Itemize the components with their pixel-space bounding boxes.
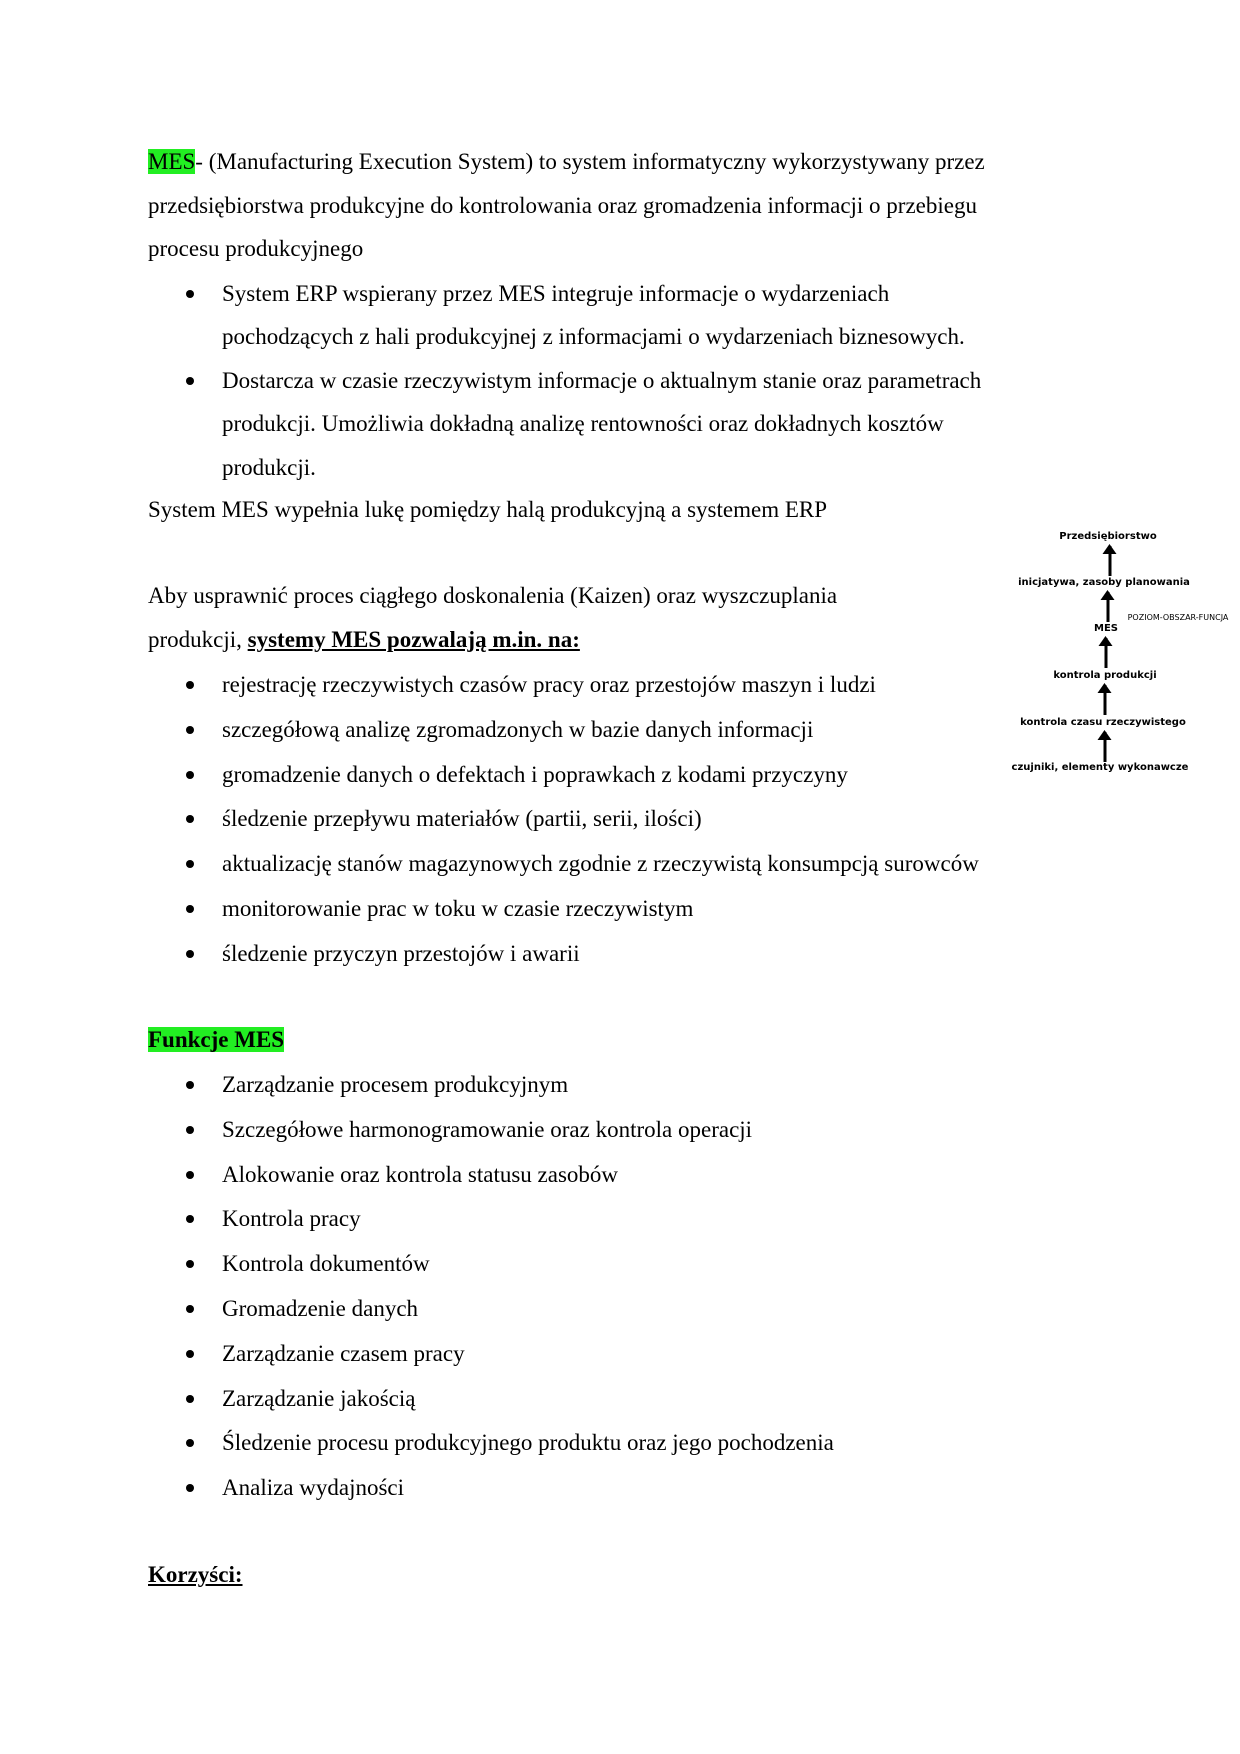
bullet-icon (186, 1484, 194, 1492)
bullet-icon (186, 1350, 194, 1358)
bullet-text: Dostarcza w czasie rzeczywistym informacje o aktualnym stanie oraz parametrach (222, 368, 982, 393)
list-item: Kontrola dokumentów (222, 1251, 430, 1277)
bullet-icon (186, 1215, 194, 1223)
bullet-icon (186, 1439, 194, 1447)
diagram-level: kontrola produkcji (1053, 670, 1157, 681)
kaizen-text-part: produkcji, (148, 627, 248, 652)
bullet-icon (186, 1260, 194, 1268)
list-item: Zarządzanie czasem pracy (222, 1340, 465, 1366)
functions-heading (148, 1026, 284, 1054)
list-item: Analiza wydajności (222, 1475, 405, 1501)
bullet-icon (186, 771, 194, 779)
bullet-icon (186, 950, 194, 958)
bullet-icon (186, 290, 194, 298)
bullet-icon (186, 905, 194, 913)
arrow-up-icon (1104, 732, 1107, 762)
list-item: gromadzenie danych o defektach i poprawkach z kodami przyczyny (222, 761, 848, 787)
bullet-text: produkcji. (222, 455, 316, 480)
diagram-level: czujniki, elementy wykonawcze (1011, 762, 1189, 773)
list-item: szczegółową analizę zgromadzonych w bazie danych informacji (222, 716, 814, 742)
list-item: Kontrola pracy (222, 1206, 361, 1232)
intro-line: procesu produkcyjnego (148, 236, 364, 261)
list-item: Szczegółowe harmonogramowanie oraz kontrola operacji (222, 1116, 753, 1142)
benefits-heading: Korzyści: (148, 1562, 243, 1587)
bullet-icon (186, 1305, 194, 1313)
bullet-icon (186, 1081, 194, 1089)
bullet-text: produkcji. Umożliwia dokładną analizę rentowności oraz dokładnych kosztów (222, 411, 944, 436)
kaizen-text (148, 626, 580, 654)
list-item: aktualizację stanów magazynowych zgodnie z rzeczywistą konsumpcją surowców (222, 851, 979, 877)
list-item: monitorowanie prac w toku w czasie rzeczywistym (222, 896, 694, 921)
mes-term-highlight: MES (148, 149, 196, 174)
diagram-level: Przedsiębiorstwo (1059, 531, 1157, 542)
arrow-up-icon (1104, 685, 1107, 715)
arrow-up-icon (1109, 546, 1112, 576)
functions-heading-text: Funkcje MES (148, 1027, 285, 1052)
kaizen-emphasis: systemy MES pozwalają m.in. na: (247, 627, 580, 652)
gap-text: System MES wypełnia lukę pomiędzy halą produkcyjną a systemem ERP (148, 497, 828, 522)
list-item: śledzenie przyczyn przestojów i awarii (222, 940, 580, 966)
diagram-level: inicjatywa, zasoby planowania (1018, 577, 1190, 588)
list-item: Śledzenie procesu produkcyjnego produktu oraz jego pochodzenia (222, 1430, 834, 1456)
list-item: rejestrację rzeczywistych czasów pracy oraz przestojów maszyn i ludzi (222, 672, 876, 697)
intro-line (148, 148, 985, 176)
list-item: Zarządzanie procesem produkcyjnym (222, 1072, 569, 1097)
bullet-icon (186, 681, 194, 689)
arrow-up-icon (1107, 592, 1110, 622)
bullet-icon (186, 1395, 194, 1403)
bullet-icon (186, 1171, 194, 1179)
intro-line: przedsiębiorstwa produkcyjne do kontrolowania oraz gromadzenia informacji o przebiegu (148, 193, 977, 218)
list-item: śledzenie przepływu materiałów (partii, serii, ilości) (222, 806, 702, 832)
list-item: Alokowanie oraz kontrola statusu zasobów (222, 1161, 619, 1187)
bullet-icon (186, 860, 194, 868)
list-item: Gromadzenie danych (222, 1296, 419, 1321)
diagram-side-label: POZIOM-OBSZAR-FUNCJA (1127, 613, 1229, 622)
diagram-level: MES (1094, 623, 1118, 634)
kaizen-text: Aby usprawnić proces ciągłego doskonalenia (Kaizen) oraz wyszczuplania (148, 583, 838, 608)
bullet-icon (186, 726, 194, 734)
diagram-level: kontrola czasu rzeczywistego (1020, 717, 1186, 728)
bullet-icon (186, 377, 194, 385)
bullet-text: pochodzących z hali produkcyjnej z informacjami o wydarzeniach biznesowych. (222, 324, 965, 349)
bullet-icon (186, 1126, 194, 1134)
intro-text: - (Manufacturing Execution System) to system informatyczny wykorzystywany przez (195, 149, 985, 174)
bullet-icon (186, 815, 194, 823)
bullet-text: System ERP wspierany przez MES integruje informacje o wydarzeniach (222, 281, 890, 306)
arrow-up-icon (1105, 638, 1108, 668)
list-item: Zarządzanie jakością (222, 1385, 416, 1411)
